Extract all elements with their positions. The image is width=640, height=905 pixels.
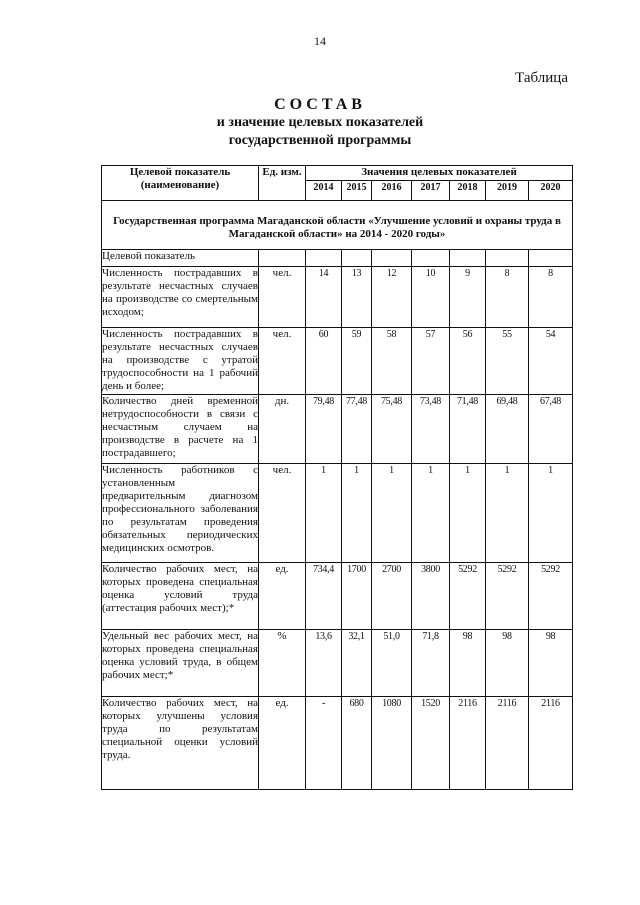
header-year: 2017	[412, 180, 450, 200]
indicator-value: 5292	[450, 563, 486, 630]
indicator-value: 75,48	[372, 395, 412, 464]
indicator-value: 1	[486, 464, 529, 563]
indicator-value: 2116	[486, 697, 529, 790]
indicator-value: 54	[529, 328, 573, 395]
indicator-value: 56	[450, 328, 486, 395]
indicator-value: 8	[486, 267, 529, 328]
indicator-unit: %	[259, 630, 306, 697]
indicator-value: 1700	[342, 563, 372, 630]
header-year: 2020	[529, 180, 573, 200]
indicator-value: 58	[372, 328, 412, 395]
document-subtitle-1: и значение целевых показателей	[216, 115, 424, 130]
indicator-name: Численность пострадавших в результате несчастных случаев на производстве со смертельным исходом;	[102, 267, 259, 328]
indicator-value: 1	[372, 464, 412, 563]
document-subtitle-2: государственной программы	[228, 133, 412, 148]
table-row	[102, 697, 573, 790]
indicator-name: Количество дней временной нетрудоспособности в связи с несчастным случаем на производстве в расчете на 1 пострадавшего;	[102, 395, 259, 464]
indicator-value: 13,6	[306, 630, 342, 697]
indicator-value: 2116	[529, 697, 573, 790]
indicator-value: 14	[306, 267, 342, 328]
indicator-value: 2116	[450, 697, 486, 790]
indicator-value: 5292	[529, 563, 573, 630]
indicator-value: 12	[372, 267, 412, 328]
indicator-unit: ед.	[259, 697, 306, 790]
indicator-value: 2700	[372, 563, 412, 630]
indicator-value: 73,48	[412, 395, 450, 464]
indicator-value: 680	[342, 697, 372, 790]
header-year: 2018	[450, 180, 486, 200]
indicator-value: 1	[342, 464, 372, 563]
indicator-name: Количество рабочих мест, на которых улучшены условия труда по результатам специальной оценки условий труда.	[102, 697, 259, 790]
indicator-value: 67,48	[529, 395, 573, 464]
indicator-value: 9	[450, 267, 486, 328]
header-year: 2016	[372, 180, 412, 200]
indicator-value: 55	[486, 328, 529, 395]
indicator-value: -	[306, 697, 342, 790]
indicator-name: Удельный вес рабочих мест, на которых проведена специальная оценка условий труда, в общем рабочих мест;*	[102, 630, 259, 697]
header-year: 2019	[486, 180, 529, 200]
program-spacer	[102, 201, 573, 216]
header-unit: Ед. изм.	[259, 166, 306, 201]
indicator-value: 3800	[412, 563, 450, 630]
indicator-value: 98	[486, 630, 529, 697]
table-row	[102, 267, 573, 328]
indicator-unit: чел.	[259, 267, 306, 328]
indicator-value: 98	[450, 630, 486, 697]
table-row	[102, 464, 573, 563]
indicator-value: 71,48	[450, 395, 486, 464]
header-indicator: Целевой показатель (наименование)	[102, 166, 259, 201]
indicator-value: 69,48	[486, 395, 529, 464]
indicator-value: 77,48	[342, 395, 372, 464]
indicator-value: 1520	[412, 697, 450, 790]
indicator-value: 51,0	[372, 630, 412, 697]
indicator-value: 71,8	[412, 630, 450, 697]
indicator-value: 10	[412, 267, 450, 328]
header-year: 2014	[306, 180, 342, 200]
section-label: Целевой показатель	[102, 250, 259, 267]
header-year: 2015	[342, 180, 372, 200]
indicator-unit: дн.	[259, 395, 306, 464]
indicator-value: 5292	[486, 563, 529, 630]
indicator-unit: ед.	[259, 563, 306, 630]
header-values: Значения целевых показателей	[306, 166, 573, 181]
indicator-value: 1	[306, 464, 342, 563]
table-row	[102, 395, 573, 464]
program-title: Государственная программа Магаданской области «Улучшение условий и охраны труда в Магаданской области» на 2014 - 2020 годы»	[102, 215, 573, 250]
indicator-value: 32,1	[342, 630, 372, 697]
indicator-value: 60	[306, 328, 342, 395]
table-row	[102, 563, 573, 630]
title-block	[0, 96, 640, 150]
indicator-value: 1	[412, 464, 450, 563]
indicator-name: Численность пострадавших в результате несчастных случаев на производстве с утратой трудоспособности на 1 рабочий день и более;	[102, 328, 259, 395]
indicator-value: 734,4	[306, 563, 342, 630]
indicator-value: 98	[529, 630, 573, 697]
indicator-value: 1080	[372, 697, 412, 790]
indicators-table	[101, 165, 573, 790]
table-row	[102, 328, 573, 395]
indicator-unit: чел.	[259, 328, 306, 395]
table-caption: Таблица	[515, 70, 568, 86]
indicator-value: 13	[342, 267, 372, 328]
indicator-value: 1	[450, 464, 486, 563]
indicator-value: 8	[529, 267, 573, 328]
indicator-value: 1	[529, 464, 573, 563]
indicator-unit: чел.	[259, 464, 306, 563]
indicator-value: 57	[412, 328, 450, 395]
indicator-value: 59	[342, 328, 372, 395]
indicator-name: Численность работников с установленным предварительным диагнозом профессионального заболевания по результатам проведения обязательных периодических медицинских осмотров.	[102, 464, 259, 563]
document-title: СОСТАВ	[274, 96, 366, 113]
page-number: 14	[314, 34, 326, 48]
indicator-value: 79,48	[306, 395, 342, 464]
indicator-name: Количество рабочих мест, на которых проведена специальная оценка условий труда (аттестация рабочих мест);*	[102, 563, 259, 630]
table-row	[102, 630, 573, 697]
